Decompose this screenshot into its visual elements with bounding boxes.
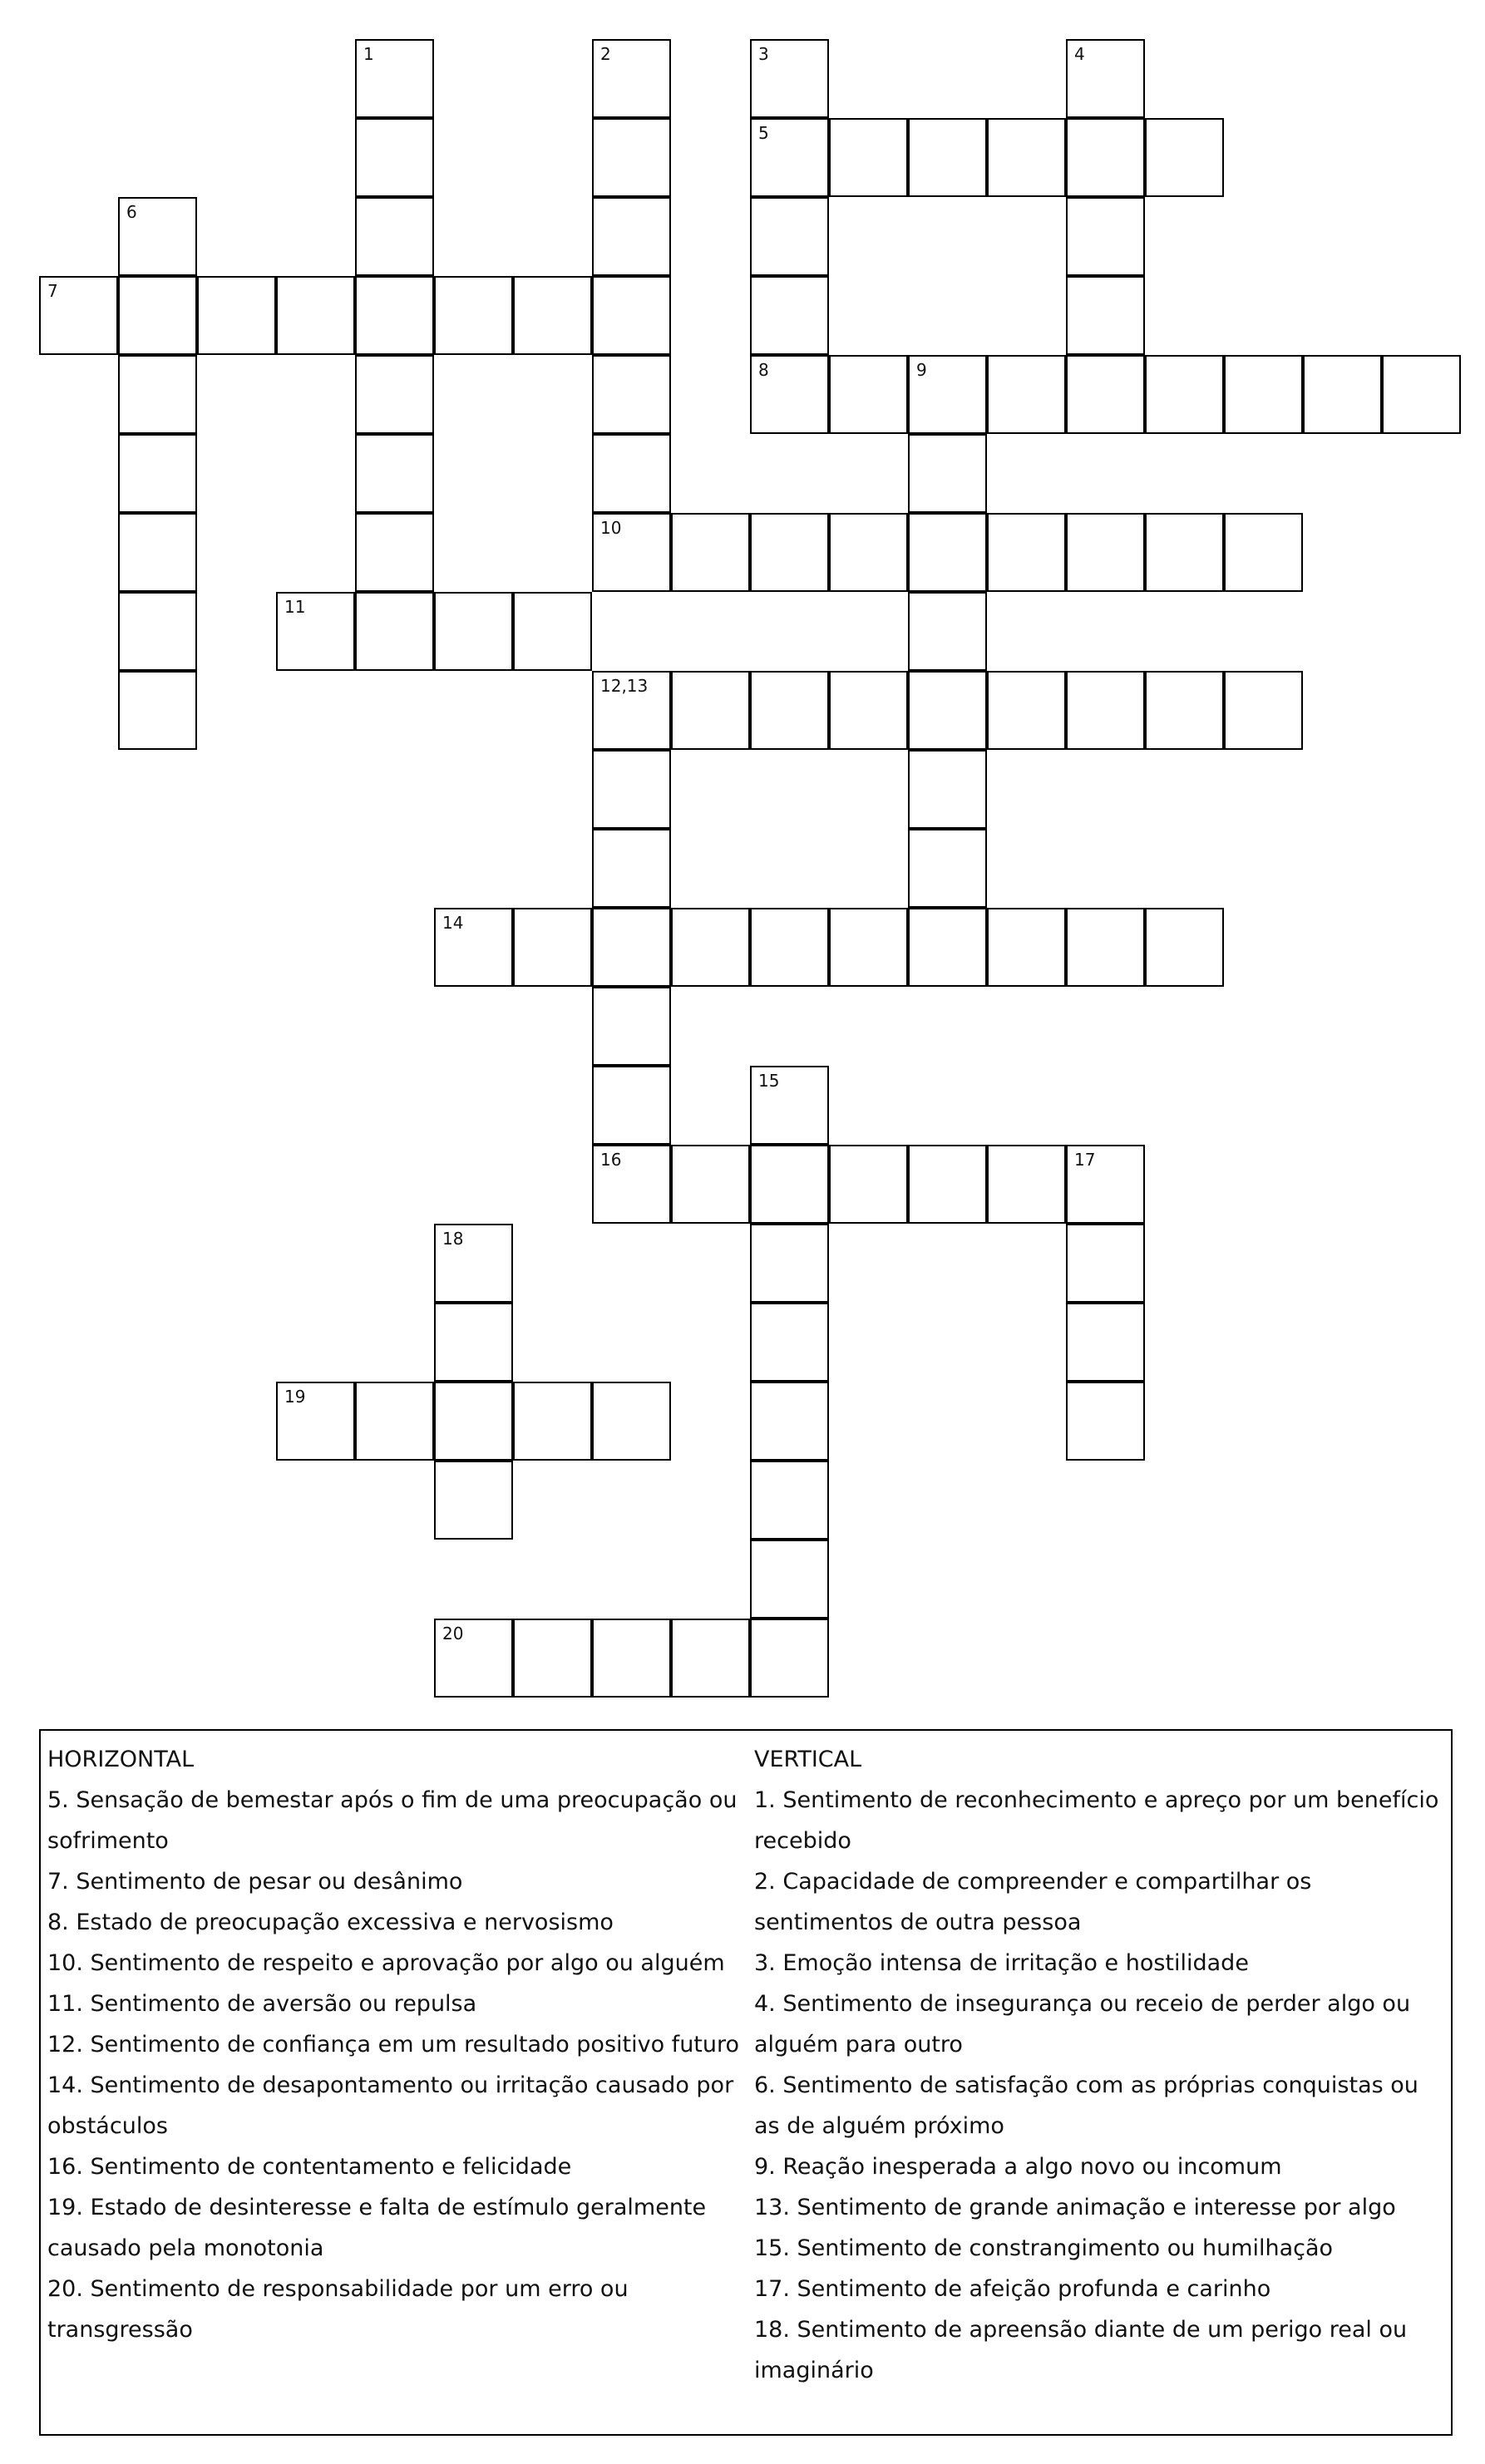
clue-number: 14 [442,913,464,933]
grid-cell[interactable] [750,1303,829,1382]
clue-vertical-15: 15. Sentimento de constrangimento ou humilhação [754,2235,1334,2261]
grid-cell[interactable] [434,1619,513,1698]
grid-cell[interactable] [1066,1145,1145,1224]
grid-cell[interactable] [1066,1303,1145,1382]
grid-cell[interactable] [513,276,592,355]
clue-number: 9 [916,360,927,380]
grid-cell[interactable] [750,1145,829,1224]
grid-cell[interactable] [1145,118,1224,197]
grid-cell[interactable] [987,355,1066,434]
clue-vertical-17: 17. Sentimento de afeição profunda e carinho [754,2276,1271,2302]
grid-cell[interactable] [592,750,671,829]
grid-cell[interactable] [750,908,829,987]
grid-cell[interactable] [592,197,671,276]
grid-cell[interactable] [671,671,750,750]
clue-vertical-13: 13. Sentimento de grande animação e interesse por algo [754,2195,1396,2220]
grid-cell[interactable] [355,197,434,276]
grid-cell[interactable] [592,39,671,118]
grid-cell[interactable] [1224,671,1303,750]
grid-cell[interactable] [1145,513,1224,592]
clue-horizontal-5: 5. Sensação de bemestar após o fim de uma preocupação ou sofrimento [47,1787,738,1854]
grid-cell[interactable] [908,1145,987,1224]
grid-cell[interactable] [355,39,434,118]
grid-cell[interactable] [750,1540,829,1619]
clue-number: 20 [442,1624,464,1643]
grid-cell[interactable] [197,276,276,355]
grid-cell[interactable] [829,1145,908,1224]
grid-cell[interactable] [513,908,592,987]
grid-cell[interactable] [829,908,908,987]
grid-cell[interactable] [829,355,908,434]
clue-horizontal-19: 19. Estado de desinteresse e falta de estímulo geralmente causado pela monotonia [47,2195,707,2261]
grid-cell[interactable] [671,513,750,592]
vertical-clues [754,1739,1449,2391]
grid-cell[interactable] [592,671,671,750]
clue-horizontal-11: 11. Sentimento de aversão ou repulsa [47,1991,477,2017]
grid-cell[interactable] [987,1145,1066,1224]
clue-number: 2 [600,44,611,64]
grid-cell[interactable] [1066,1382,1145,1461]
grid-cell[interactable] [592,1619,671,1698]
clue-number: 17 [1074,1150,1096,1170]
grid-cell[interactable] [671,1145,750,1224]
grid-cell[interactable] [1303,355,1382,434]
grid-cell[interactable] [592,908,671,987]
grid-cell[interactable] [829,513,908,592]
grid-cell[interactable] [750,1382,829,1461]
clue-number: 4 [1074,44,1085,64]
grid-cell[interactable] [750,39,829,118]
grid-cell[interactable] [39,276,118,355]
grid-cell[interactable] [908,434,987,513]
horizontal-heading: HORIZONTAL [47,1747,195,1772]
grid-cell[interactable] [434,1461,513,1540]
clue-number: 18 [442,1229,464,1249]
grid-cell[interactable] [1145,908,1224,987]
grid-cell[interactable] [1066,197,1145,276]
grid-cell[interactable] [750,1461,829,1540]
clue-horizontal-20: 20. Sentimento de responsabilidade por um erro ou transgressão [47,2276,629,2343]
grid-cell[interactable] [1066,39,1145,118]
clue-number: 16 [600,1150,622,1170]
grid-cell[interactable] [1066,118,1145,197]
grid-cell[interactable] [355,276,434,355]
grid-cell[interactable] [671,908,750,987]
clue-number: 5 [758,123,769,143]
grid-cell[interactable] [750,1619,829,1698]
grid-cell[interactable] [118,197,197,276]
grid-cell[interactable] [908,592,987,671]
clues-box [39,1729,1453,2436]
clue-number: 19 [284,1387,306,1407]
clue-number: 6 [126,202,137,222]
grid-cell[interactable] [513,592,592,671]
grid-cell[interactable] [118,434,197,513]
grid-cell[interactable] [355,118,434,197]
grid-cell[interactable] [829,671,908,750]
clue-vertical-9: 9. Reação inesperada a algo novo ou incomum [754,2154,1282,2180]
grid-cell[interactable] [434,1382,513,1461]
clue-number: 10 [600,518,622,538]
grid-cell[interactable] [987,908,1066,987]
grid-cell[interactable] [592,987,671,1066]
grid-cell[interactable] [513,1382,592,1461]
horizontal-clues [47,1739,746,2350]
grid-cell[interactable] [355,592,434,671]
clue-horizontal-7: 7. Sentimento de pesar ou desânimo [47,1869,463,1895]
grid-cell[interactable] [592,355,671,434]
grid-cell[interactable] [355,355,434,434]
grid-cell[interactable] [592,118,671,197]
grid-cell[interactable] [908,908,987,987]
grid-cell[interactable] [355,1382,434,1461]
grid-cell[interactable] [750,355,829,434]
grid-cell[interactable] [908,750,987,829]
grid-cell[interactable] [750,118,829,197]
grid-cell[interactable] [750,197,829,276]
grid-cell[interactable] [1066,276,1145,355]
grid-cell[interactable] [592,829,671,908]
grid-cell[interactable] [829,118,908,197]
grid-cell[interactable] [1066,908,1145,987]
grid-cell[interactable] [750,513,829,592]
grid-cell[interactable] [1145,355,1224,434]
grid-cell[interactable] [1224,355,1303,434]
clue-number: 15 [758,1071,780,1091]
grid-cell[interactable] [750,1066,829,1145]
grid-cell[interactable] [118,355,197,434]
grid-cell[interactable] [355,513,434,592]
grid-cell[interactable] [671,1619,750,1698]
grid-cell[interactable] [750,1224,829,1303]
clue-vertical-3: 3. Emoção intensa de irritação e hostilidade [754,1950,1249,1976]
grid-cell[interactable] [118,276,197,355]
clue-horizontal-12: 12. Sentimento de confiança em um resultado positivo futuro [47,2032,740,2057]
grid-cell[interactable] [1066,1224,1145,1303]
grid-cell[interactable] [592,276,671,355]
grid-cell[interactable] [750,671,829,750]
grid-cell[interactable] [908,671,987,750]
clue-vertical-6: 6. Sentimento de satisfação com as próprias conquistas ou as de alguém próximo [754,2072,1418,2139]
clue-vertical-2: 2. Capacidade de compreender e compartilhar os sentimentos de outra pessoa [754,1869,1312,1935]
vertical-heading: VERTICAL [754,1747,862,1772]
grid-cell[interactable] [908,829,987,908]
clue-number: 1 [363,44,374,64]
clue-number: 11 [284,597,306,617]
grid-cell[interactable] [434,908,513,987]
clue-vertical-1: 1. Sentimento de reconhecimento e apreço por um benefício recebido [754,1787,1439,1854]
clue-number: 12,13 [600,676,649,696]
grid-cell[interactable] [434,592,513,671]
grid-cell[interactable] [434,1224,513,1303]
clue-horizontal-16: 16. Sentimento de contentamento e felicidade [47,2154,572,2180]
grid-cell[interactable] [513,1619,592,1698]
grid-cell[interactable] [987,513,1066,592]
grid-cell[interactable] [592,1382,671,1461]
clue-horizontal-10: 10. Sentimento de respeito e aprovação por algo ou alguém [47,1950,725,1976]
grid-cell[interactable] [276,1382,355,1461]
grid-cell[interactable] [908,513,987,592]
clue-horizontal-8: 8. Estado de preocupação excessiva e nervosismo [47,1910,614,1935]
grid-cell[interactable] [1066,355,1145,434]
grid-cell[interactable] [908,118,987,197]
grid-cell[interactable] [434,1303,513,1382]
grid-cell[interactable] [1145,671,1224,750]
grid-cell[interactable] [592,434,671,513]
grid-cell[interactable] [987,118,1066,197]
grid-cell[interactable] [1382,355,1461,434]
grid-cell[interactable] [908,355,987,434]
clue-vertical-4: 4. Sentimento de insegurança ou receio de perder algo ou alguém para outro [754,1991,1411,2057]
grid-cell[interactable] [1066,671,1145,750]
grid-cell[interactable] [434,276,513,355]
grid-cell[interactable] [276,592,355,671]
grid-cell[interactable] [592,1066,671,1145]
grid-cell[interactable] [592,513,671,592]
clue-vertical-18: 18. Sentimento de apreensão diante de um perigo real ou imaginário [754,2317,1408,2383]
grid-cell[interactable] [987,671,1066,750]
grid-cell[interactable] [118,671,197,750]
grid-cell[interactable] [276,276,355,355]
grid-cell[interactable] [750,276,829,355]
grid-cell[interactable] [592,1145,671,1224]
clue-number: 7 [47,281,58,301]
clue-horizontal-14: 14. Sentimento de desapontamento ou irritação causado por obstáculos [47,2072,734,2139]
grid-cell[interactable] [355,434,434,513]
grid-cell[interactable] [1224,513,1303,592]
grid-cell[interactable] [118,513,197,592]
grid-cell[interactable] [1066,513,1145,592]
clue-number: 3 [758,44,769,64]
grid-cell[interactable] [118,592,197,671]
clue-number: 8 [758,360,769,380]
